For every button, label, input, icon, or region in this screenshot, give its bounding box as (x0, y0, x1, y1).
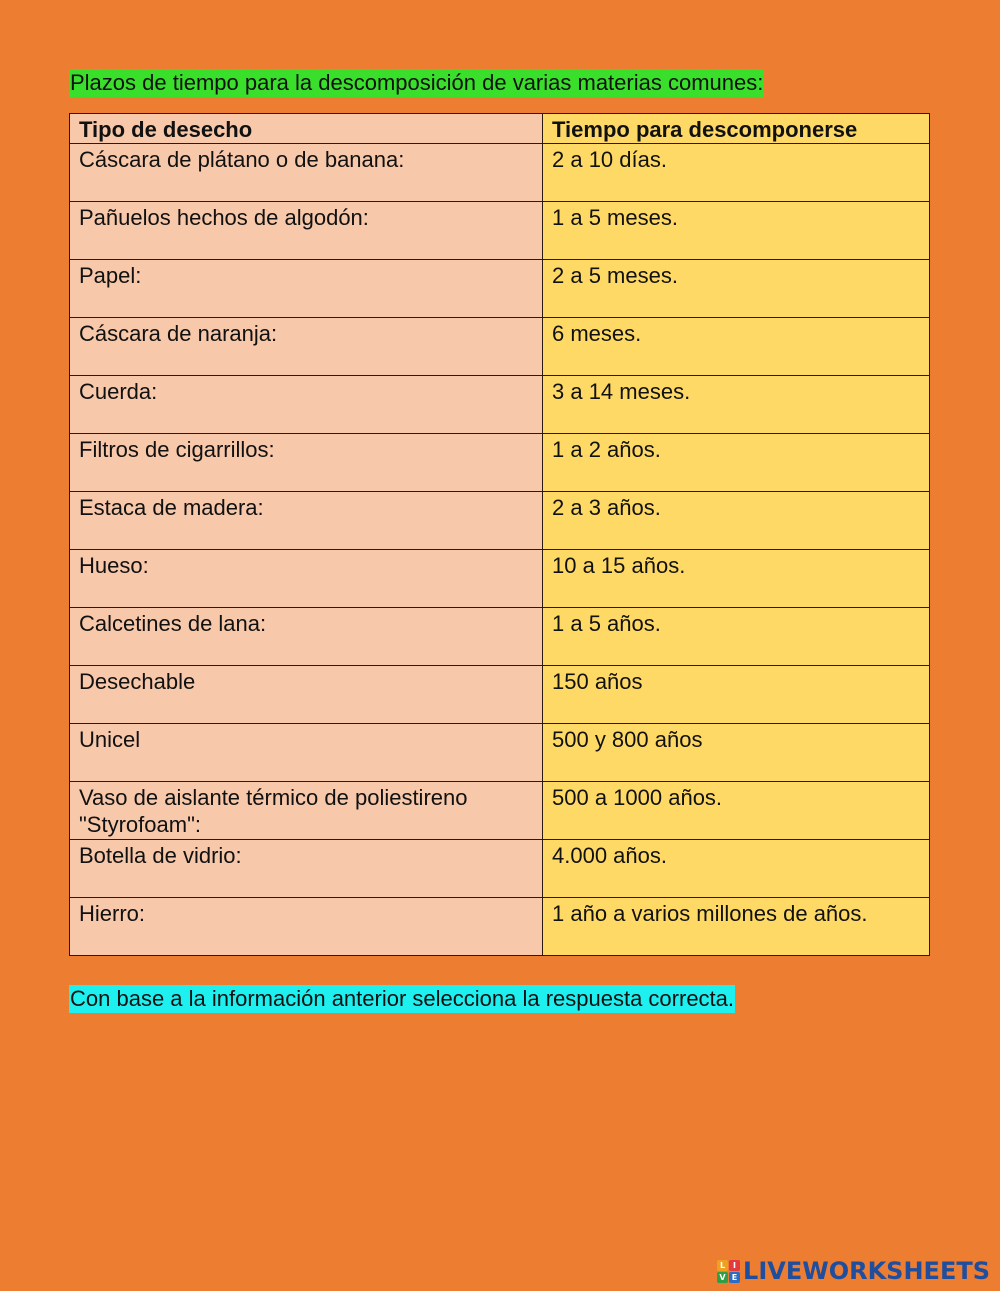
header-decompose-time: Tiempo para descomponerse (543, 114, 930, 144)
table-row (70, 898, 930, 956)
waste-type-cell: Cuerda: (70, 376, 543, 434)
table-row (70, 376, 930, 434)
decompose-time-cell: 2 a 5 meses. (543, 260, 930, 318)
decompose-time-cell: 2 a 10 días. (543, 144, 930, 202)
table-row (70, 666, 930, 724)
waste-type-cell: Botella de vidrio: (70, 840, 543, 898)
decompose-time-cell: 2 a 3 años. (543, 492, 930, 550)
table-row (70, 260, 930, 318)
waste-type-cell: Estaca de madera: (70, 492, 543, 550)
header-waste-type: Tipo de desecho (70, 114, 543, 144)
table-row (70, 434, 930, 492)
waste-type-cell: Hueso: (70, 550, 543, 608)
table-row (70, 492, 930, 550)
decompose-time-cell: 500 y 800 años (543, 724, 930, 782)
table-row (70, 840, 930, 898)
decompose-time-cell: 500 a 1000 años. (543, 782, 930, 840)
logo-letter: L (717, 1260, 728, 1271)
waste-type-cell: Pañuelos hechos de algodón: (70, 202, 543, 260)
decompose-time-cell: 1 año a varios millones de años. (543, 898, 930, 956)
logo-letter: V (717, 1272, 728, 1283)
table-row (70, 782, 930, 840)
waste-type-cell: Cáscara de naranja: (70, 318, 543, 376)
waste-type-cell: Cáscara de plátano o de banana: (70, 144, 543, 202)
table-header-row (70, 114, 930, 144)
decomposition-table (69, 113, 930, 956)
decompose-time-cell: 6 meses. (543, 318, 930, 376)
logo-letter: E (729, 1272, 740, 1283)
waste-type-cell: Calcetines de lana: (70, 608, 543, 666)
decompose-time-cell: 1 a 5 años. (543, 608, 930, 666)
waste-type-cell: Filtros de cigarrillos: (70, 434, 543, 492)
brand-name: LIVEWORKSHEETS (743, 1257, 990, 1285)
decompose-time-cell: 150 años (543, 666, 930, 724)
waste-type-cell: Vaso de aislante térmico de poliestireno "Styrofoam": (70, 782, 543, 840)
table-row (70, 318, 930, 376)
decompose-time-cell: 1 a 2 años. (543, 434, 930, 492)
table-row (70, 608, 930, 666)
liveworksheets-logo-icon (717, 1260, 740, 1283)
waste-type-cell: Unicel (70, 724, 543, 782)
table-row (70, 550, 930, 608)
logo-letter: I (729, 1260, 740, 1271)
decompose-time-cell: 3 a 14 meses. (543, 376, 930, 434)
waste-type-cell: Hierro: (70, 898, 543, 956)
decompose-time-cell: 10 a 15 años. (543, 550, 930, 608)
instruction-text: Con base a la información anterior selecciona la respuesta correcta. (70, 986, 735, 1011)
table-row (70, 144, 930, 202)
decompose-time-cell: 4.000 años. (543, 840, 930, 898)
waste-type-cell: Papel: (70, 260, 543, 318)
liveworksheets-brand (717, 1256, 990, 1286)
decompose-time-cell: 1 a 5 meses. (543, 202, 930, 260)
table-row (70, 202, 930, 260)
table-row (70, 724, 930, 782)
waste-type-cell: Desechable (70, 666, 543, 724)
page-heading: Plazos de tiempo para la descomposición de varias materias comunes: (70, 70, 764, 95)
